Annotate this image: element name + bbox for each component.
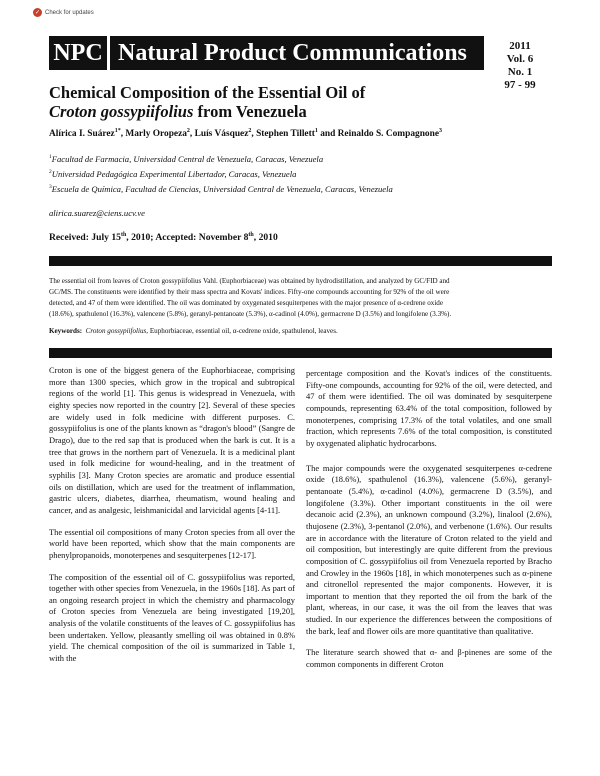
text-line: The essential oil compositions of many Croton species — [49, 526, 238, 537]
author: Stephen Tillett — [256, 129, 315, 140]
body-column-left — [49, 365, 295, 675]
title-line-2 — [49, 102, 365, 121]
keywords-list: , Euphorbiaceae, essential oil, α-cedrene oxide, spathulenol, leaves. — [146, 327, 338, 335]
abstract — [49, 276, 552, 320]
text-line: The major compounds were the oxygenated sesquiterpenes — [306, 462, 519, 473]
journal-name: Natural Product Communications — [110, 36, 484, 70]
paragraph — [306, 368, 552, 450]
crossmark-icon: ✓ — [34, 9, 41, 16]
text-line: important to mention that they reported the oil from the — [306, 590, 513, 601]
text-line: smelling oil was obtained in 0.8% yield. The chemical — [49, 629, 295, 652]
text-line: C. gossypiifolius is one of the plants known as “dragon's — [49, 411, 295, 434]
text-line: bark of the plant, whereas, in our case, it was the oil from — [306, 590, 552, 613]
text-line: are some of the common components in different Croton — [306, 647, 552, 670]
abstract-line: GC/MS. The constituents were identified by their mass spectra and Kovats' indices. Fifty-one compounds accounting for 92% of the oil were — [49, 288, 450, 297]
text-line: are widely used in folk medicine with different purposes. — [49, 411, 288, 422]
text-line: germacrene D (3.5%), and longifolene (3.3%). Other — [306, 485, 552, 508]
text-line: composition of C. gossypiifolius oil from Venezuela — [306, 555, 487, 566]
received-text: Received: July 15 — [49, 232, 121, 244]
keywords — [49, 327, 552, 335]
paragraph — [49, 365, 295, 517]
text-line: differences between the compositions of the bark, leaf and — [306, 614, 552, 636]
text-line: northern part of Venezuela. It is a medicinal plant used in — [49, 446, 296, 469]
abstract-line: detected, and 47 of them were identified. The oil was dominated by oxygenated sesquiterpenes with the major presence of α-cedrene oxide — [49, 299, 443, 308]
affiliation-text: Universidad Pedagógica Experimental Libertador, Caracas, Venezuela — [51, 169, 297, 179]
affiliation-text: Facultad de Farmacia, Universidad Central de Venezuela, Caracas, Venezuela — [51, 154, 324, 164]
text-line: Croton related to the yield and oil composition, but — [306, 532, 552, 555]
text-line: thujosene (2.3%), 3-pentanol (2.0%), and verbenone — [306, 520, 487, 531]
text-line: composition of the oil is summarized in Table 1, with the — [49, 641, 295, 664]
text-line: monoterpenes and sesquiterpenes [12-17]. — [113, 549, 257, 560]
abstract-line: The essential oil from leaves of Croton gossypiifolius Vahl. (Euphorbiaceae) was obtained by hydrodistillation, and analyzed by GC/FID and — [49, 277, 450, 285]
author-sup: 2 — [248, 128, 252, 134]
issue-info — [489, 40, 551, 92]
text-line: hydrocarbons. — [388, 437, 437, 448]
text-line: the treatment of inflammation, gastric ulcers, diabetes, — [49, 481, 295, 504]
text-line: (2.3%), an unknown compound (3.2%), linalool (2.6%), — [356, 509, 552, 520]
text-line: flower oils are more quantitative than qualitative. — [366, 625, 534, 636]
affiliation-num: 3 — [49, 184, 52, 191]
author-list: Alírica I. Suárez$^{1*}$, Marly Oropeza$^2$, Luís Vásquez$^2$, Stephen Tillett$^1$ and Reinaldo S. Compagnone$^3$ — [49, 128, 442, 140]
issue-number: No. 1 — [507, 66, 533, 78]
received-text: , 2010 — [253, 232, 278, 244]
author-sup: 1* — [114, 128, 121, 134]
author-sup: 1 — [314, 128, 318, 134]
author: Marly Oropeza — [125, 129, 187, 140]
text-line: analysis of the volatile constituents of the leaves of C. — [49, 618, 235, 629]
text-line: genus is widespread in Venezuela, with eighty species — [49, 388, 296, 410]
affiliation-1 — [49, 154, 323, 164]
abstract-line: (18.6%), spathulenol (16.3%), valencene (5.8%), geranyl-pentanoate (5.3%), α-cadinol (4.0%), germacrene D (3.5%) and longifolene (3.3%). — [49, 310, 452, 319]
author-sup: 3 — [438, 128, 442, 134]
text-line: was reported, together with other species from Venezuela, — [49, 571, 296, 594]
text-line: tropical and subtropical regions of the world [1]. This — [49, 376, 295, 399]
received-sup: th — [120, 232, 127, 238]
author: Reinaldo S. Compagnone — [337, 129, 439, 140]
crossmark-label: Check for updates — [45, 9, 94, 16]
affiliation-num: 1 — [49, 154, 52, 161]
text-line: produced when the bark is cut. It is a tree that grows in the — [49, 434, 295, 457]
affiliation-3 — [49, 184, 393, 194]
text-line: from all over the world have been reported, which show — [49, 526, 295, 549]
received-text: , 2010; Accepted: November 8 — [126, 232, 249, 244]
text-line: The composition of the essential oil of C. gossypiifolius — [49, 571, 249, 582]
text-line: that the main components are phenylpropanoids, — [49, 538, 296, 560]
crossmark-badge[interactable] — [33, 8, 94, 17]
issue-year: 2011 — [509, 40, 531, 52]
paragraph — [49, 527, 295, 562]
paper-title — [49, 83, 365, 121]
text-line: constituents. Fifty-one compounds, accounting for 92% of — [306, 368, 552, 390]
text-line: (5.6%), geranyl-pentanoate (5.4%), α-cadinol (4.0%), — [306, 474, 552, 496]
text-line: comprising more than 1300 species, which grow in the — [49, 365, 295, 387]
email-link[interactable]: alirica.suarez@ciens.ucv.ve — [49, 208, 145, 218]
text-line: in the 1960s [18]. As part of an ongoing research project — [49, 583, 295, 605]
title-species: Croton gossypiifolius — [49, 102, 194, 121]
text-line: blood” (Sangre de Drago), due to the red sap that is — [49, 423, 295, 445]
text-line: reported by Bracho and Crowley in the 1960s [18], in — [306, 555, 553, 578]
text-line: analgesic, leishmanicidal and larvicidal agents [4-11]. — [98, 504, 281, 515]
text-line: composition, is constituted by oxygenated aliphatic — [306, 426, 552, 448]
text-line: The literature search showed that α- and β-pinenes — [306, 647, 495, 658]
text-line: Croton is one of the biggest genera of the Euphorbiaceae, — [49, 365, 258, 375]
issue-pages: 97 - 99 — [504, 79, 536, 91]
author-sup: 2 — [186, 128, 190, 134]
text-line: oil was dominated by sesquiterpene compounds, — [306, 391, 552, 413]
affiliation-num: 2 — [49, 169, 52, 176]
received-sup: th — [248, 232, 254, 238]
text-line: which monoterpenes such as α-pinene and citronellol — [306, 567, 553, 590]
journal-header — [49, 36, 484, 70]
text-line: gossypiifolius has been undertaken. Yellow, pleasantly — [49, 618, 295, 640]
issue-volume: Vol. 6 — [506, 53, 534, 65]
text-line: folk medicine for wound-healing, and in the treatment of — [80, 458, 295, 469]
text-line: monoterpenes, comprising 17.3% of the total volatiles, and — [306, 414, 519, 425]
keywords-label: Keywords: — [49, 327, 83, 335]
text-line: syphilis [3]. Many Croton species are aromatic and — [49, 469, 236, 480]
affiliation-2 — [49, 169, 296, 179]
text-line: represented the major components. However, it is — [363, 579, 552, 590]
abstract-bottom-rule — [49, 348, 552, 358]
text-line: α-cedrene oxide (18.6%), spathulenol (16.3%), valencene — [306, 462, 552, 485]
author: Alírica I. Suárez — [49, 129, 115, 140]
paragraph — [306, 463, 552, 638]
text-line: in which the chemistry and pharmacology of Croton — [49, 594, 295, 617]
text-line: representing 63.4% of the total composition, followed by — [350, 402, 552, 413]
text-line: now reported in the country [2]. Several of these species — [99, 399, 295, 410]
title-line-2-rest: from Venezuela — [193, 102, 307, 121]
text-line: diarrhea, rheumatism, wound healing and cancer, and as — [49, 493, 295, 515]
affiliation-text: Escuela de Química, Facultad de Ciencias, Universidad Central de Venezuela, Caracas, Venezuela — [51, 184, 393, 194]
abstract-top-rule — [49, 256, 552, 266]
text-line: the oil, were detected, and 47 of them were identified. The — [306, 379, 552, 402]
text-line: one small fraction, which represents 7.6% of the total — [306, 414, 552, 437]
text-line: the leaves that was studied. In our experience the — [306, 602, 552, 625]
paragraph — [49, 572, 295, 665]
received-dates — [49, 232, 278, 243]
text-line: produce essential oils on distillation, which are used for — [49, 469, 295, 492]
body-column-right — [306, 368, 552, 681]
paragraph — [306, 647, 552, 670]
text-line: important constituents in the oil were decanoic acid — [306, 497, 552, 520]
text-line: (1.6%). Our results are in accordance with the literature of — [306, 520, 552, 543]
title-line-1: Chemical Composition of the Essential Oil of — [49, 83, 366, 102]
author: Luís Vásquez — [194, 129, 249, 140]
text-line: interestingly are quite different from the previous — [379, 544, 552, 555]
keywords-species: Croton gossypiifolius — [85, 327, 147, 335]
text-line: percentage composition and the Kovat's indices of the — [306, 368, 510, 378]
text-line: species from Venezuela are being investigated [19,20], — [90, 606, 296, 617]
journal-abbr: NPC — [49, 36, 107, 70]
